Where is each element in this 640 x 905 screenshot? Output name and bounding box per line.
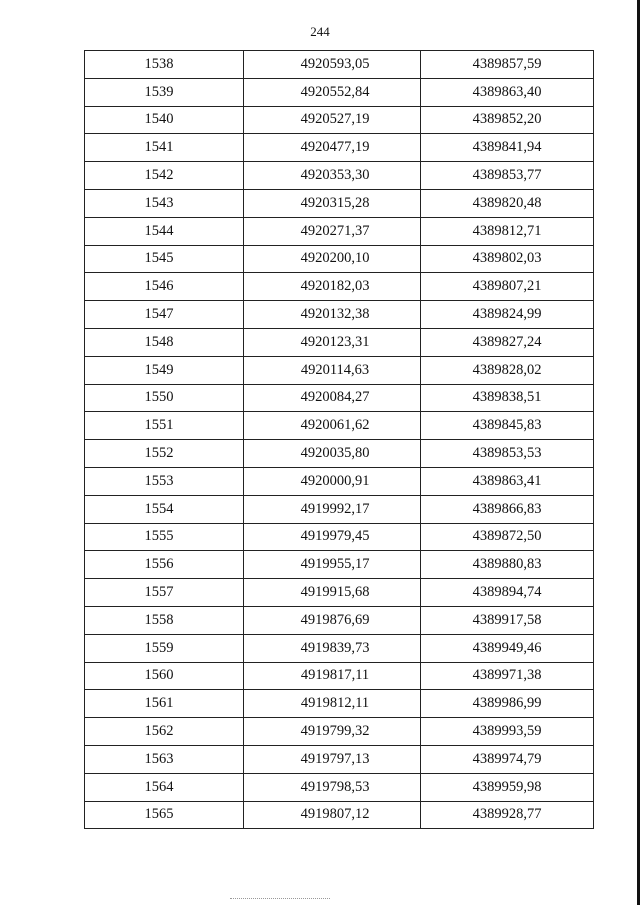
x-coordinate-cell: 4919839,73 (244, 634, 421, 662)
x-coordinate-cell: 4920527,19 (244, 106, 421, 134)
x-coordinate-cell: 4919798,53 (244, 773, 421, 801)
x-coordinate-cell: 4920477,19 (244, 134, 421, 162)
point-number-cell: 1551 (85, 412, 244, 440)
point-number-cell: 1541 (85, 134, 244, 162)
x-coordinate-cell: 4920084,27 (244, 384, 421, 412)
point-number-cell: 1562 (85, 718, 244, 746)
table-row (85, 634, 594, 662)
y-coordinate-cell: 4389852,20 (421, 106, 594, 134)
point-number-cell: 1553 (85, 467, 244, 495)
y-coordinate-cell: 4389824,99 (421, 301, 594, 329)
coordinates-table-body (85, 51, 594, 829)
x-coordinate-cell: 4919797,13 (244, 745, 421, 773)
point-number-cell: 1552 (85, 440, 244, 468)
table-row (85, 134, 594, 162)
y-coordinate-cell: 4389986,99 (421, 690, 594, 718)
point-number-cell: 1565 (85, 801, 244, 829)
x-coordinate-cell: 4920114,63 (244, 356, 421, 384)
x-coordinate-cell: 4919979,45 (244, 523, 421, 551)
table-row (85, 162, 594, 190)
point-number-cell: 1549 (85, 356, 244, 384)
y-coordinate-cell: 4389845,83 (421, 412, 594, 440)
x-coordinate-cell: 4919812,11 (244, 690, 421, 718)
point-number-cell: 1560 (85, 662, 244, 690)
x-coordinate-cell: 4920123,31 (244, 328, 421, 356)
y-coordinate-cell: 4389857,59 (421, 51, 594, 79)
y-coordinate-cell: 4389866,83 (421, 495, 594, 523)
y-coordinate-cell: 4389828,02 (421, 356, 594, 384)
point-number-cell: 1547 (85, 301, 244, 329)
y-coordinate-cell: 4389880,83 (421, 551, 594, 579)
table-row (85, 106, 594, 134)
y-coordinate-cell: 4389853,77 (421, 162, 594, 190)
y-coordinate-cell: 4389993,59 (421, 718, 594, 746)
point-number-cell: 1554 (85, 495, 244, 523)
table-row (85, 801, 594, 829)
table-row (85, 773, 594, 801)
table-row (85, 690, 594, 718)
y-coordinate-cell: 4389802,03 (421, 245, 594, 273)
table-row (85, 745, 594, 773)
y-coordinate-cell: 4389974,79 (421, 745, 594, 773)
y-coordinate-cell: 4389807,21 (421, 273, 594, 301)
point-number-cell: 1558 (85, 606, 244, 634)
x-coordinate-cell: 4920061,62 (244, 412, 421, 440)
table-row (85, 440, 594, 468)
table-row (85, 217, 594, 245)
x-coordinate-cell: 4920200,10 (244, 245, 421, 273)
point-number-cell: 1557 (85, 579, 244, 607)
bottom-mark (230, 898, 330, 900)
table-row (85, 495, 594, 523)
y-coordinate-cell: 4389959,98 (421, 773, 594, 801)
x-coordinate-cell: 4920593,05 (244, 51, 421, 79)
y-coordinate-cell: 4389949,46 (421, 634, 594, 662)
y-coordinate-cell: 4389894,74 (421, 579, 594, 607)
point-number-cell: 1538 (85, 51, 244, 79)
y-coordinate-cell: 4389863,40 (421, 78, 594, 106)
y-coordinate-cell: 4389827,24 (421, 328, 594, 356)
x-coordinate-cell: 4919817,11 (244, 662, 421, 690)
table-row (85, 301, 594, 329)
x-coordinate-cell: 4920552,84 (244, 78, 421, 106)
point-number-cell: 1545 (85, 245, 244, 273)
x-coordinate-cell: 4920315,28 (244, 189, 421, 217)
table-row (85, 718, 594, 746)
table-row (85, 412, 594, 440)
table-row (85, 579, 594, 607)
x-coordinate-cell: 4919807,12 (244, 801, 421, 829)
y-coordinate-cell: 4389853,53 (421, 440, 594, 468)
x-coordinate-cell: 4920000,91 (244, 467, 421, 495)
page-number: 244 (310, 24, 330, 39)
table-row (85, 523, 594, 551)
y-coordinate-cell: 4389971,38 (421, 662, 594, 690)
x-coordinate-cell: 4920353,30 (244, 162, 421, 190)
x-coordinate-cell: 4919915,68 (244, 579, 421, 607)
table-row (85, 245, 594, 273)
point-number-cell: 1555 (85, 523, 244, 551)
table-row (85, 606, 594, 634)
point-number-cell: 1546 (85, 273, 244, 301)
coordinates-table (84, 50, 594, 829)
x-coordinate-cell: 4919876,69 (244, 606, 421, 634)
table-row (85, 51, 594, 79)
point-number-cell: 1564 (85, 773, 244, 801)
y-coordinate-cell: 4389872,50 (421, 523, 594, 551)
point-number-cell: 1556 (85, 551, 244, 579)
point-number-cell: 1563 (85, 745, 244, 773)
point-number-cell: 1543 (85, 189, 244, 217)
point-number-cell: 1559 (85, 634, 244, 662)
y-coordinate-cell: 4389917,58 (421, 606, 594, 634)
y-coordinate-cell: 4389841,94 (421, 134, 594, 162)
y-coordinate-cell: 4389820,48 (421, 189, 594, 217)
point-number-cell: 1540 (85, 106, 244, 134)
x-coordinate-cell: 4920271,37 (244, 217, 421, 245)
x-coordinate-cell: 4920132,38 (244, 301, 421, 329)
x-coordinate-cell: 4919955,17 (244, 551, 421, 579)
y-coordinate-cell: 4389863,41 (421, 467, 594, 495)
point-number-cell: 1550 (85, 384, 244, 412)
point-number-cell: 1548 (85, 328, 244, 356)
x-coordinate-cell: 4920035,80 (244, 440, 421, 468)
x-coordinate-cell: 4919992,17 (244, 495, 421, 523)
point-number-cell: 1542 (85, 162, 244, 190)
table-row (85, 356, 594, 384)
y-coordinate-cell: 4389812,71 (421, 217, 594, 245)
table-row (85, 78, 594, 106)
point-number-cell: 1544 (85, 217, 244, 245)
y-coordinate-cell: 4389928,77 (421, 801, 594, 829)
x-coordinate-cell: 4919799,32 (244, 718, 421, 746)
table-row (85, 189, 594, 217)
table-row (85, 551, 594, 579)
table-row (85, 384, 594, 412)
point-number-cell: 1561 (85, 690, 244, 718)
table-row (85, 662, 594, 690)
x-coordinate-cell: 4920182,03 (244, 273, 421, 301)
y-coordinate-cell: 4389838,51 (421, 384, 594, 412)
point-number-cell: 1539 (85, 78, 244, 106)
table-row (85, 467, 594, 495)
table-row (85, 328, 594, 356)
table-row (85, 273, 594, 301)
